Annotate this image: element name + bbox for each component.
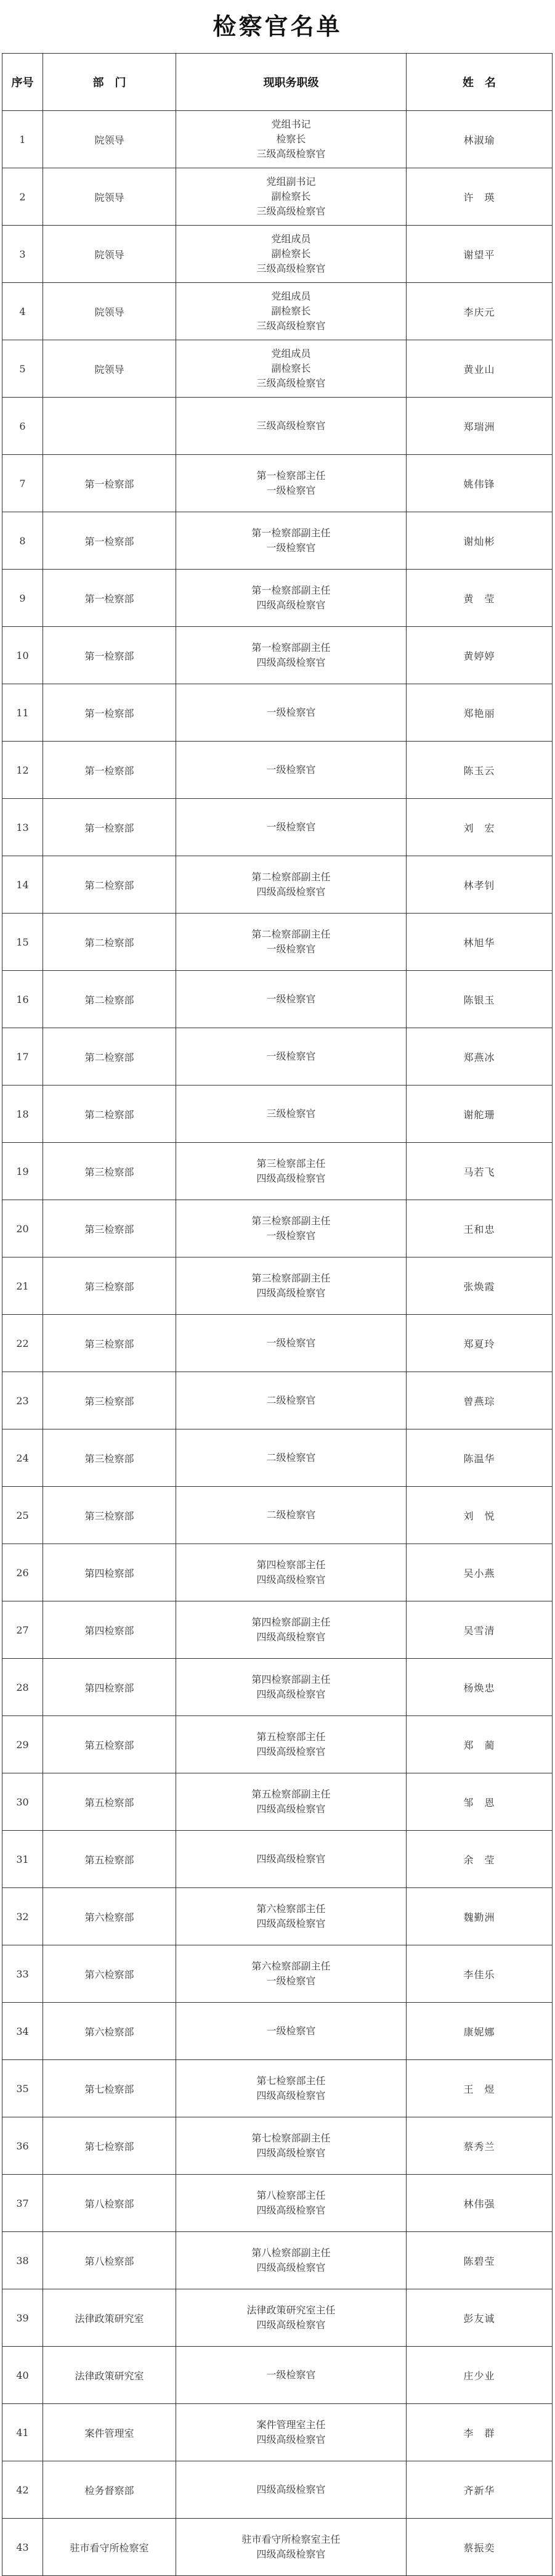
position-line: 党组书记 <box>271 118 311 130</box>
row-position <box>176 1773 407 1831</box>
row-name: 郑夏玲 <box>407 1315 553 1372</box>
row-index: 1 <box>2 111 43 168</box>
row-department: 第二检察部 <box>43 914 176 971</box>
row-index: 32 <box>2 1888 43 1945</box>
row-department: 第三检察部 <box>43 1143 176 1200</box>
position-line: 一级检察官 <box>266 943 316 955</box>
table-row <box>2 1888 553 1945</box>
table-row <box>2 914 553 971</box>
table-row <box>2 1028 553 1086</box>
position-line: 一级检察官 <box>266 706 316 718</box>
position-line: 第一检察部副主任 <box>251 584 331 596</box>
row-index: 10 <box>2 627 43 684</box>
row-department: 第四检察部 <box>43 1601 176 1659</box>
row-department: 第七检察部 <box>43 2060 176 2117</box>
row-position <box>176 2232 407 2289</box>
row-department: 第七检察部 <box>43 2117 176 2175</box>
row-name: 康妮娜 <box>407 2003 553 2060</box>
row-department: 案件管理室 <box>43 2404 176 2461</box>
row-position <box>176 2060 407 2117</box>
row-name: 郑艳丽 <box>407 684 553 742</box>
row-name: 杨焕忠 <box>407 1659 553 1716</box>
position-line: 一级检察官 <box>266 542 316 554</box>
position-line: 四级高级检察官 <box>256 1746 326 1757</box>
row-index: 43 <box>2 2519 43 2576</box>
row-index: 18 <box>2 1086 43 1143</box>
row-position <box>176 1257 407 1315</box>
table-row <box>2 570 553 627</box>
row-index: 4 <box>2 283 43 340</box>
row-index: 7 <box>2 455 43 512</box>
row-name: 邹 恩 <box>407 1773 553 1831</box>
position-line: 四级高级检察官 <box>256 1631 326 1643</box>
position-line: 三级高级检察官 <box>256 263 326 274</box>
row-department: 驻市看守所检察室 <box>43 2519 176 2576</box>
row-department: 检务督察部 <box>43 2461 176 2519</box>
row-name: 魏勤洲 <box>407 1888 553 1945</box>
position-line: 一级检察官 <box>266 764 316 775</box>
table-row <box>2 1429 553 1487</box>
table-row <box>2 2289 553 2347</box>
position-line: 四级高级检察官 <box>256 1918 326 1929</box>
position-line: 三级高级检察官 <box>256 205 326 217</box>
row-department: 第四检察部 <box>43 1659 176 1716</box>
position-line: 四级高级检察官 <box>256 2484 326 2495</box>
row-position <box>176 2003 407 2060</box>
row-position <box>176 2404 407 2461</box>
position-line: 一级检察官 <box>266 1230 316 1241</box>
row-department: 第一检察部 <box>43 799 176 856</box>
row-department: 第三检察部 <box>43 1372 176 1429</box>
position-line: 一级检察官 <box>266 821 316 833</box>
table-row <box>2 1945 553 2003</box>
row-department: 法律政策研究室 <box>43 2289 176 2347</box>
row-department: 第一检察部 <box>43 512 176 570</box>
position-line: 副检察长 <box>271 190 311 202</box>
position-line: 案件管理室主任 <box>256 2419 326 2431</box>
table-row <box>2 2519 553 2576</box>
position-line: 第一检察部副主任 <box>251 527 331 539</box>
position-line: 四级高级检察官 <box>256 1853 326 1865</box>
table-row <box>2 1315 553 1372</box>
table-row <box>2 684 553 742</box>
row-name: 林伟强 <box>407 2175 553 2232</box>
row-name: 张焕霞 <box>407 1257 553 1315</box>
row-name: 王和忠 <box>407 1200 553 1257</box>
table-row <box>2 512 553 570</box>
row-department: 第一检察部 <box>43 684 176 742</box>
row-department: 第八检察部 <box>43 2232 176 2289</box>
position-line: 一级检察官 <box>266 2369 316 2381</box>
row-position <box>176 1143 407 1200</box>
row-position <box>176 570 407 627</box>
row-position <box>176 1831 407 1888</box>
row-position <box>176 1028 407 1086</box>
position-line: 第三检察部副主任 <box>251 1272 331 1284</box>
table-row <box>2 2461 553 2519</box>
row-index: 26 <box>2 1544 43 1601</box>
row-position <box>176 398 407 455</box>
row-name: 李庆元 <box>407 283 553 340</box>
table-row <box>2 2232 553 2289</box>
row-department: 第八检察部 <box>43 2175 176 2232</box>
prosecutor-list-table <box>2 53 553 2576</box>
table-row <box>2 742 553 799</box>
row-index: 5 <box>2 340 43 398</box>
row-name: 姚伟锋 <box>407 455 553 512</box>
table-row <box>2 340 553 398</box>
table-row <box>2 455 553 512</box>
position-line: 副检察长 <box>271 362 311 374</box>
position-line: 二级检察官 <box>266 1509 316 1521</box>
row-department: 第五检察部 <box>43 1831 176 1888</box>
position-line: 法律政策研究室主任 <box>246 2304 336 2316</box>
row-name: 蔡秀兰 <box>407 2117 553 2175</box>
row-position <box>176 856 407 914</box>
row-name: 林旭华 <box>407 914 553 971</box>
position-line: 第一检察部主任 <box>256 470 326 481</box>
row-department: 第三检察部 <box>43 1200 176 1257</box>
row-index: 36 <box>2 2117 43 2175</box>
row-name: 吴小燕 <box>407 1544 553 1601</box>
position-line: 第三检察部副主任 <box>251 1215 331 1227</box>
row-name: 马若飞 <box>407 1143 553 1200</box>
row-index: 13 <box>2 799 43 856</box>
table-row <box>2 1487 553 1544</box>
row-name: 陈温华 <box>407 1429 553 1487</box>
position-line: 副检察长 <box>271 248 311 260</box>
row-department: 第五检察部 <box>43 1773 176 1831</box>
row-index: 8 <box>2 512 43 570</box>
row-department: 第一检察部 <box>43 455 176 512</box>
position-line: 一级检察官 <box>266 485 316 496</box>
row-name: 余 莹 <box>407 1831 553 1888</box>
row-position <box>176 226 407 283</box>
row-name: 林孝钊 <box>407 856 553 914</box>
position-line: 第七检察部主任 <box>256 2075 326 2087</box>
row-name: 谢舵珊 <box>407 1086 553 1143</box>
table-row <box>2 111 553 168</box>
row-index: 41 <box>2 2404 43 2461</box>
row-department: 第一检察部 <box>43 627 176 684</box>
row-department: 第三检察部 <box>43 1257 176 1315</box>
row-index: 27 <box>2 1601 43 1659</box>
row-position <box>176 1086 407 1143</box>
row-position <box>176 283 407 340</box>
position-line: 三级高级检察官 <box>256 420 326 431</box>
row-position <box>176 2289 407 2347</box>
row-index: 17 <box>2 1028 43 1086</box>
row-name: 蔡振奕 <box>407 2519 553 2576</box>
row-name: 黄业山 <box>407 340 553 398</box>
row-position <box>176 1429 407 1487</box>
table-row <box>2 1659 553 1716</box>
row-name: 郑 蔺 <box>407 1716 553 1773</box>
position-line: 第四检察部副主任 <box>251 1674 331 1685</box>
position-line: 四级高级检察官 <box>256 2147 326 2159</box>
row-index: 22 <box>2 1315 43 1372</box>
header-index: 序号 <box>2 54 43 111</box>
row-position <box>176 1601 407 1659</box>
position-line: 四级高级检察官 <box>256 886 326 898</box>
position-line: 党组成员 <box>271 233 311 245</box>
position-line: 第五检察部副主任 <box>251 1788 331 1800</box>
row-index: 39 <box>2 2289 43 2347</box>
row-department: 第二检察部 <box>43 1028 176 1086</box>
position-line: 四级高级检察官 <box>256 1172 326 1184</box>
position-line: 四级高级检察官 <box>256 599 326 611</box>
row-department: 法律政策研究室 <box>43 2347 176 2404</box>
position-line: 第二检察部副主任 <box>251 871 331 883</box>
row-index: 40 <box>2 2347 43 2404</box>
row-index: 35 <box>2 2060 43 2117</box>
row-position <box>176 2519 407 2576</box>
position-line: 党组副书记 <box>266 176 316 187</box>
row-department: 院领导 <box>43 168 176 226</box>
position-line: 一级检察官 <box>266 2025 316 2037</box>
row-name: 曾燕琮 <box>407 1372 553 1429</box>
row-department: 第三检察部 <box>43 1315 176 1372</box>
row-position <box>176 1716 407 1773</box>
row-position <box>176 111 407 168</box>
header-department: 部 门 <box>43 54 176 111</box>
row-position <box>176 1200 407 1257</box>
row-position <box>176 168 407 226</box>
table-row <box>2 283 553 340</box>
table-row <box>2 1831 553 1888</box>
row-position <box>176 340 407 398</box>
position-line: 四级高级检察官 <box>256 1688 326 1700</box>
position-line: 三级高级检察官 <box>256 320 326 332</box>
row-position <box>176 627 407 684</box>
row-name: 刘 悦 <box>407 1487 553 1544</box>
table-row <box>2 398 553 455</box>
row-position <box>176 971 407 1028</box>
position-line: 四级高级检察官 <box>256 656 326 668</box>
row-position <box>176 1945 407 2003</box>
position-line: 第六检察部主任 <box>256 1903 326 1915</box>
row-name: 黄 莹 <box>407 570 553 627</box>
position-line: 党组成员 <box>271 290 311 302</box>
row-position <box>176 742 407 799</box>
position-line: 一级检察官 <box>266 993 316 1005</box>
row-name: 齐新华 <box>407 2461 553 2519</box>
position-line: 四级高级检察官 <box>256 2204 326 2216</box>
row-index: 15 <box>2 914 43 971</box>
row-index: 11 <box>2 684 43 742</box>
table-row <box>2 2175 553 2232</box>
position-line: 四级高级检察官 <box>256 2090 326 2101</box>
row-index: 38 <box>2 2232 43 2289</box>
row-name: 李佳乐 <box>407 1945 553 2003</box>
row-department: 第三检察部 <box>43 1487 176 1544</box>
row-index: 20 <box>2 1200 43 1257</box>
table-row <box>2 2347 553 2404</box>
table-row <box>2 1372 553 1429</box>
position-line: 第四检察部副主任 <box>251 1616 331 1628</box>
position-line: 第五检察部主任 <box>256 1731 326 1743</box>
row-index: 29 <box>2 1716 43 1773</box>
table-row <box>2 2404 553 2461</box>
table-body <box>2 111 553 2576</box>
row-name: 林淑瑜 <box>407 111 553 168</box>
row-name: 谢灿彬 <box>407 512 553 570</box>
position-line: 第八检察部副主任 <box>251 2247 331 2259</box>
row-index: 31 <box>2 1831 43 1888</box>
position-line: 三级高级检察官 <box>256 377 326 389</box>
table-row <box>2 627 553 684</box>
header-position: 现职务职级 <box>176 54 407 111</box>
position-line: 二级检察官 <box>266 1394 316 1406</box>
row-name: 吴雪清 <box>407 1601 553 1659</box>
row-department: 院领导 <box>43 226 176 283</box>
row-position <box>176 2347 407 2404</box>
table-row <box>2 2117 553 2175</box>
row-index: 28 <box>2 1659 43 1716</box>
row-index: 33 <box>2 1945 43 2003</box>
position-line: 第三检察部主任 <box>256 1158 326 1169</box>
row-department <box>43 398 176 455</box>
table-row <box>2 1773 553 1831</box>
row-position <box>176 1544 407 1601</box>
row-position <box>176 799 407 856</box>
row-position <box>176 2461 407 2519</box>
row-index: 42 <box>2 2461 43 2519</box>
row-index: 16 <box>2 971 43 1028</box>
row-index: 19 <box>2 1143 43 1200</box>
header-name: 姓 名 <box>407 54 553 111</box>
position-line: 四级高级检察官 <box>256 1803 326 1815</box>
position-line: 四级高级检察官 <box>256 2319 326 2331</box>
row-name: 李 群 <box>407 2404 553 2461</box>
row-index: 14 <box>2 856 43 914</box>
row-index: 37 <box>2 2175 43 2232</box>
row-index: 30 <box>2 1773 43 1831</box>
position-line: 第一检察部副主任 <box>251 642 331 653</box>
document-title: 检察官名单 <box>213 12 342 40</box>
position-line: 四级高级检察官 <box>256 2262 326 2273</box>
row-position <box>176 1372 407 1429</box>
row-department: 第六检察部 <box>43 2003 176 2060</box>
table-row <box>2 1143 553 1200</box>
position-line: 四级高级检察官 <box>256 1574 326 1585</box>
row-position <box>176 2175 407 2232</box>
row-index: 3 <box>2 226 43 283</box>
position-line: 四级高级检察官 <box>256 1287 326 1299</box>
position-line: 第七检察部副主任 <box>251 2132 331 2144</box>
position-line: 驻市看守所检察室主任 <box>241 2533 341 2545</box>
row-position <box>176 914 407 971</box>
row-position <box>176 1315 407 1372</box>
row-department: 第四检察部 <box>43 1544 176 1601</box>
row-department: 第一检察部 <box>43 742 176 799</box>
row-department: 第五检察部 <box>43 1716 176 1773</box>
position-line: 一级检察官 <box>266 1975 316 1987</box>
table-row <box>2 1601 553 1659</box>
row-department: 第六检察部 <box>43 1888 176 1945</box>
row-index: 34 <box>2 2003 43 2060</box>
row-position <box>176 1659 407 1716</box>
table-row <box>2 2003 553 2060</box>
row-department: 院领导 <box>43 283 176 340</box>
position-line: 三级检察官 <box>266 1108 316 1119</box>
position-line: 第四检察部主任 <box>256 1559 326 1571</box>
row-index: 2 <box>2 168 43 226</box>
row-name: 庄少业 <box>407 2347 553 2404</box>
position-line: 第八检察部主任 <box>256 2190 326 2201</box>
row-name: 陈银玉 <box>407 971 553 1028</box>
position-line: 副检察长 <box>271 305 311 317</box>
row-index: 24 <box>2 1429 43 1487</box>
position-line: 三级高级检察官 <box>256 148 326 160</box>
row-department: 第一检察部 <box>43 570 176 627</box>
row-index: 25 <box>2 1487 43 1544</box>
table-row <box>2 856 553 914</box>
table-row <box>2 226 553 283</box>
row-name: 彭友诚 <box>407 2289 553 2347</box>
position-line: 一级检察官 <box>266 1337 316 1349</box>
row-index: 6 <box>2 398 43 455</box>
row-name: 陈碧莹 <box>407 2232 553 2289</box>
row-index: 21 <box>2 1257 43 1315</box>
table-row <box>2 1086 553 1143</box>
position-line: 一级检察官 <box>266 1050 316 1062</box>
position-line: 检察长 <box>276 133 306 145</box>
position-line: 第二检察部副主任 <box>251 928 331 940</box>
row-name: 郑瑞洲 <box>407 398 553 455</box>
row-position <box>176 2117 407 2175</box>
table-row <box>2 1200 553 1257</box>
table-row <box>2 1544 553 1601</box>
row-position <box>176 1888 407 1945</box>
table-row <box>2 971 553 1028</box>
row-name: 黄婷婷 <box>407 627 553 684</box>
position-line: 四级高级检察官 <box>256 2548 326 2560</box>
row-position <box>176 455 407 512</box>
row-department: 第二检察部 <box>43 1086 176 1143</box>
row-name: 郑燕冰 <box>407 1028 553 1086</box>
row-department: 第二检察部 <box>43 856 176 914</box>
row-name: 陈玉云 <box>407 742 553 799</box>
row-name: 许 瑛 <box>407 168 553 226</box>
table-row <box>2 799 553 856</box>
position-line: 四级高级检察官 <box>256 2434 326 2445</box>
table-header-row <box>2 54 553 111</box>
row-index: 9 <box>2 570 43 627</box>
row-position <box>176 684 407 742</box>
row-position <box>176 1487 407 1544</box>
row-department: 院领导 <box>43 111 176 168</box>
table-row <box>2 1257 553 1315</box>
table-row <box>2 2060 553 2117</box>
row-name: 谢望平 <box>407 226 553 283</box>
row-department: 院领导 <box>43 340 176 398</box>
row-department: 第二检察部 <box>43 971 176 1028</box>
row-index: 23 <box>2 1372 43 1429</box>
position-line: 第六检察部副主任 <box>251 1960 331 1972</box>
position-line: 党组成员 <box>271 348 311 359</box>
position-line: 二级检察官 <box>266 1452 316 1463</box>
table-row <box>2 1716 553 1773</box>
row-department: 第三检察部 <box>43 1429 176 1487</box>
row-position <box>176 512 407 570</box>
table-row <box>2 168 553 226</box>
row-department: 第六检察部 <box>43 1945 176 2003</box>
row-name: 王 煜 <box>407 2060 553 2117</box>
row-index: 12 <box>2 742 43 799</box>
row-name: 刘 宏 <box>407 799 553 856</box>
